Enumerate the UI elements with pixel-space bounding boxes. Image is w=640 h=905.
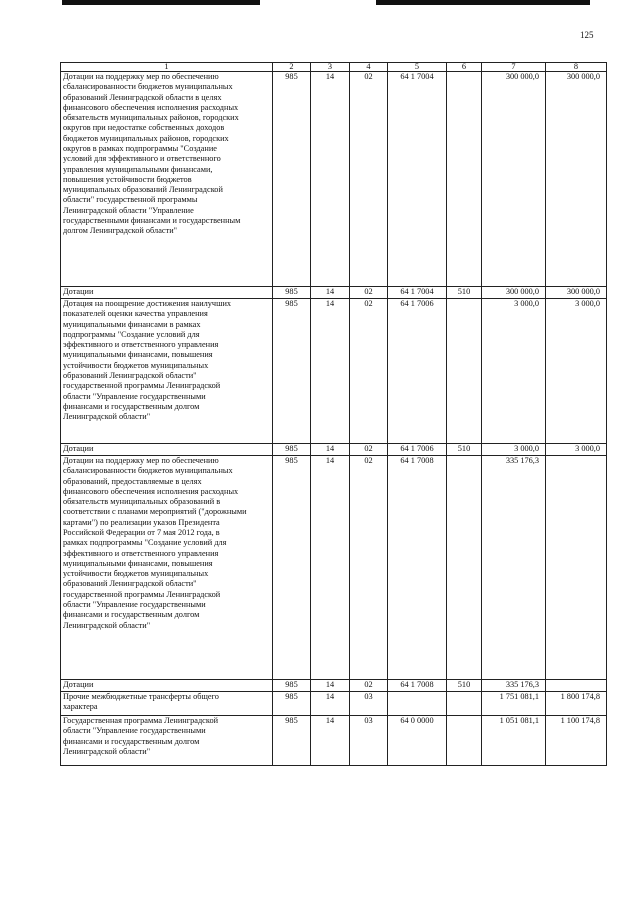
- cell-subsection: 02: [350, 72, 388, 287]
- header-cell: 7: [482, 63, 546, 72]
- cell-section: 14: [311, 299, 350, 444]
- cell-expense-type: [447, 692, 482, 716]
- cell-subsection: 02: [350, 299, 388, 444]
- cell-amount-year-2: 3 000,0: [546, 444, 607, 456]
- header-cell: 3: [311, 63, 350, 72]
- header-cell: 8: [546, 63, 607, 72]
- cell-section: 14: [311, 287, 350, 299]
- row-description: Дотации: [61, 680, 273, 692]
- cell-amount-year-1: 300 000,0: [482, 72, 546, 287]
- row-description: Дотации: [61, 287, 273, 299]
- cell-amount-year-2: 300 000,0: [546, 287, 607, 299]
- cell-expense-type: 510: [447, 444, 482, 456]
- cell-target-article: 64 1 7004: [388, 287, 447, 299]
- table-row: [61, 287, 607, 299]
- cell-expense-type: [447, 716, 482, 766]
- cell-amount-year-2: 300 000,0: [546, 72, 607, 287]
- cell-ministry-code: 985: [273, 716, 311, 766]
- cell-amount-year-2: 1 800 174,8: [546, 692, 607, 716]
- cell-section: 14: [311, 72, 350, 287]
- budget-table: [60, 62, 607, 766]
- header-cell: 2: [273, 63, 311, 72]
- cell-subsection: 02: [350, 680, 388, 692]
- cell-expense-type: 510: [447, 287, 482, 299]
- cell-target-article: 64 1 7006: [388, 444, 447, 456]
- cell-subsection: 02: [350, 456, 388, 680]
- row-description: Прочие межбюджетные трансферты общего характера: [61, 692, 273, 716]
- row-description: Дотации на поддержку мер по обеспечению сбалансированности бюджетов муниципальных образований Ленинградской области в целях финансового обеспечения исполнения расходных обязательств муниципальных районов, городских округов при недостатке собственных доходов бюджетов муниципальных районов, городских округов в рамках подпрограммы "Создание условий для эффективного и ответственного управления муниципальными финансами, повышения устойчивости бюджетов муниципальных образований Ленинградской области" государственной программы Ленинградской области "Управление государственными финансами и государственным долгом Ленинградской области": [61, 72, 273, 287]
- cell-expense-type: [447, 72, 482, 287]
- cell-ministry-code: 985: [273, 692, 311, 716]
- table-row: [61, 299, 607, 444]
- cell-section: 14: [311, 456, 350, 680]
- table-row: [61, 680, 607, 692]
- cell-target-article: 64 1 7008: [388, 456, 447, 680]
- cell-subsection: 02: [350, 287, 388, 299]
- cell-target-article: 64 1 7008: [388, 680, 447, 692]
- cell-expense-type: 510: [447, 680, 482, 692]
- cell-target-article: 64 1 7004: [388, 72, 447, 287]
- cell-ministry-code: 985: [273, 287, 311, 299]
- table-header-row: [61, 63, 607, 72]
- table-row: [61, 692, 607, 716]
- top-binding-bar-left: [62, 0, 260, 5]
- table-row: [61, 456, 607, 680]
- cell-section: 14: [311, 680, 350, 692]
- row-description: Государственная программа Ленинградской области "Управление государственными финансами и государственным долгом Ленинградской области": [61, 716, 273, 766]
- cell-subsection: 03: [350, 716, 388, 766]
- cell-amount-year-1: 3 000,0: [482, 299, 546, 444]
- row-description: Дотации: [61, 444, 273, 456]
- header-cell: 1: [61, 63, 273, 72]
- cell-ministry-code: 985: [273, 299, 311, 444]
- table-row: [61, 72, 607, 287]
- cell-amount-year-1: 3 000,0: [482, 444, 546, 456]
- header-cell: 6: [447, 63, 482, 72]
- cell-amount-year-1: 1 751 081,1: [482, 692, 546, 716]
- cell-amount-year-1: 335 176,3: [482, 680, 546, 692]
- cell-target-article: 64 0 0000: [388, 716, 447, 766]
- page-number: 125: [580, 30, 594, 40]
- cell-amount-year-2: 3 000,0: [546, 299, 607, 444]
- cell-subsection: 02: [350, 444, 388, 456]
- cell-ministry-code: 985: [273, 72, 311, 287]
- cell-target-article: 64 1 7006: [388, 299, 447, 444]
- cell-expense-type: [447, 299, 482, 444]
- top-binding-bar-right: [376, 0, 590, 5]
- row-description: Дотация на поощрение достижения наилучших показателей оценки качества управления муниципальными финансами в рамках подпрограммы "Создание условий для эффективного и ответственного управления муниципальными финансами, повышения устойчивости бюджетов муниципальных образований Ленинградской области" государственной программы Ленинградской области "Управление государственными финансами и государственным долгом Ленинградской области": [61, 299, 273, 444]
- table-row: [61, 716, 607, 766]
- cell-expense-type: [447, 456, 482, 680]
- cell-amount-year-2: 1 100 174,8: [546, 716, 607, 766]
- cell-amount-year-2: [546, 456, 607, 680]
- table-row: [61, 444, 607, 456]
- header-cell: 4: [350, 63, 388, 72]
- row-description: Дотации на поддержку мер по обеспечению сбалансированности бюджетов муниципальных образований, предоставляемые в целях финансового обеспечения исполнения расходных обязательств муниципальных образований в соответствии с планами мероприятий ("дорожными картами") по реализации указов Президента Российской Федерации от 7 мая 2012 года, в рамках подпрограммы "Создание условий для эффективного и ответственного управления муниципальными финансами, повышения устойчивости бюджетов муниципальных образований Ленинградской области" государственной программы Ленинградской области "Управление государственными финансами и государственным долгом Ленинградской области": [61, 456, 273, 680]
- cell-amount-year-2: [546, 680, 607, 692]
- cell-subsection: 03: [350, 692, 388, 716]
- cell-ministry-code: 985: [273, 680, 311, 692]
- cell-section: 14: [311, 716, 350, 766]
- cell-amount-year-1: 300 000,0: [482, 287, 546, 299]
- cell-amount-year-1: 335 176,3: [482, 456, 546, 680]
- cell-ministry-code: 985: [273, 456, 311, 680]
- header-cell: 5: [388, 63, 447, 72]
- cell-ministry-code: 985: [273, 444, 311, 456]
- cell-amount-year-1: 1 051 081,1: [482, 716, 546, 766]
- cell-target-article: [388, 692, 447, 716]
- cell-section: 14: [311, 444, 350, 456]
- cell-section: 14: [311, 692, 350, 716]
